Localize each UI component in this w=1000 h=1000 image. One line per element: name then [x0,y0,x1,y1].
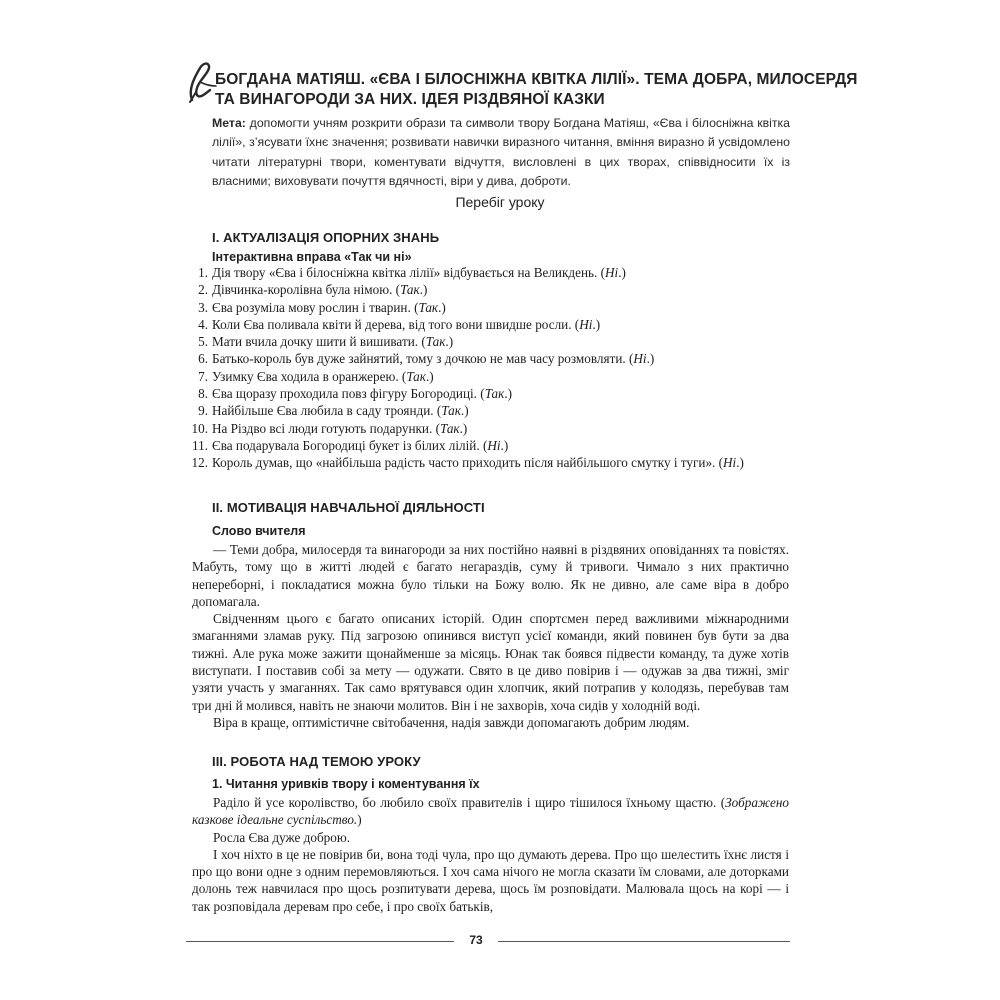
footer-rule-left [186,941,454,942]
footer-rule-right [498,941,790,942]
paragraph: — Теми добра, милосердя та винагороди за них постійно наявні в різдвяних оповіданнях та повістях. Мабуть, тому що в житті людей є багато негараздів, суму й тривоги. Чимало з них практично непереборні, і покладатися можна було тільки на Божу волю. Як не дивно, але саме віра в добро допомагала. [192,542,789,609]
list-item: 9. Найбільше Єва любила в саду троянди. (Так.) [198,403,469,419]
section-2-subheading: Слово вчителя [212,524,306,538]
lesson-title-line-2: ТА ВИНАГОРОДИ ЗА НИХ. ІДЕЯ РІЗДВЯНОЇ КАЗКИ [215,91,605,108]
lesson-goal [212,114,790,191]
reading-fragments [192,794,789,915]
lesson-title-line-1: БОГДАНА МАТІЯШ. «ЄВА І БІЛОСНІЖНА КВІТКА ЛІЛІЇ». ТЕМА ДОБРА, МИЛОСЕРДЯ [215,71,858,88]
list-item: 12. Король думав, що «найбільша радість часто приходить після найбільшого смутку і туги». (Ні.) [191,455,744,471]
list-item: 8. Єва щоразу проходила повз фігуру Богородиці. (Так.) [198,386,513,402]
list-item: 7. Узимку Єва ходила в оранжерею. (Так.) [198,368,434,384]
section-2-heading: ІІ. МОТИВАЦІЯ НАВЧАЛЬНОЇ ДІЯЛЬНОСТІ [212,500,485,515]
teacher-speech [192,541,789,731]
true-false-list [186,264,788,472]
list-item: 11. Єва подарувала Богородиці букет із білих лілій. (Ні.) [192,437,509,453]
paragraph: Раділо й усе королівство, бо любило своїх правителів і щиро тішилося їхньому щастю. (Зображено казкове ідеальне суспільство.) [192,795,789,828]
goal-text: допомогти учням розкрити образи та символи твору Богдана Матіяш, «Єва і білосніжна квітка лілії», з’ясувати їхнє значення; розвивати навички виразного читання, вміння виразно й усвідомлено читати літературні твори, коментувати відчуття, висловлені в цих творах, співвідносити їх із власними; виховувати почуття вдячності, віри у дива, доброти. [212,116,790,188]
paragraph: Свідченням цього є багато описаних історій. Один спортсмен перед важливими міжнародними змаганнями зламав руку. Під загрозою опинився виступ усієї команди, який повинен був бути за два тижні. Але рука може зажити щонайменше за місяць. Юнак так боявся підвести команду, та дуже хотів виступати. І поставив собі за мету — одужати. Свято в це диво повірив і — одужав за два тижні, зміг узяти участь у змаганнях. Так само врятувався один хлопчик, який потрапив у колодязь, перебував там три дні й молився, навіть не знаючи молитов. Він і не захворів, хоча сидів у холодній воді. [192,611,789,713]
page-number: 73 [469,933,483,947]
list-item: 1. Дія твору «Єва і білосніжна квітка лілії» відбувається на Великдень. (Ні.) [198,265,626,280]
section-1-heading: І. АКТУАЛІЗАЦІЯ ОПОРНИХ ЗНАНЬ [212,230,440,245]
section-1-subheading: Інтерактивна вправа «Так чи ні» [212,250,412,264]
list-item: 2. Дівчинка-королівна була німою. (Так.) [198,282,428,298]
paragraph: Віра в краще, оптимістичне світобачення, надія завжди допомагають добрим людям. [213,714,690,730]
list-item: 5. Мати вчила дочку шити й вишивати. (Так.) [198,334,454,350]
course-heading: Перебіг уроку [455,194,545,210]
section-3-subheading: 1. Читання уривків твору і коментування їх [212,777,480,791]
list-item: 4. Коли Єва поливала квіти й дерева, від того вони швидше росли. (Ні.) [198,316,601,332]
paragraph: Росла Єва дуже доброю. [213,829,350,845]
paragraph: І хоч ніхто в це не повірив би, вона тоді чула, про що думають дерева. Про що шелестить їхнє листя і про що вони одне з одним перемовляються. І хоч сама нічого не могла сказати їм словами, але доторками долонь теж навчилася про щось розпитувати дерева, щось їм розповідати. Малювала щось на корі — і так розповідала деревам про себе, і про своїх батьків, [192,846,789,914]
goal-label: Мета: [212,116,246,130]
lesson-title [215,70,858,110]
section-3-heading: ІІІ. РОБОТА НАД ТЕМОЮ УРОКУ [212,754,421,769]
list-item: 10. На Різдво всі люди готують подарунки. (Так.) [191,420,468,436]
list-item: 6. Батько-король був дуже зайнятий, тому з дочкою не мав часу розмовляти. (Ні.) [198,351,655,367]
list-item: 3. Єва розуміла мову рослин і тварин. (Так.) [198,299,446,315]
